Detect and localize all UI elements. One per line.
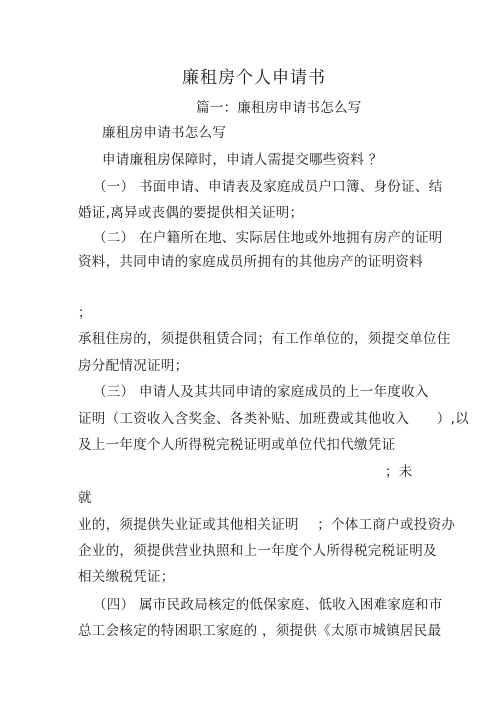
body-line: 申请廉租房保障时，申请人需提交哪些资料 ？ [102,152,383,168]
body-line: 企业的，须提供营业执照和上一年度个人所得税完税证明及 [78,543,437,559]
body-line: 证明（工资收入含奖金、各类补贴、加班费或其他收入 ）,以 [78,411,469,427]
body-line: （二） 在户籍所在地、实际居住地或外地拥有房产的证明 [93,230,443,246]
body-line: （一） 书面申请、申请表及家庭成员户口簿、身份证、结 [93,179,443,195]
body-line: 及上一年度个人所得税完税证明或单位代扣代缴凭证 [78,437,396,453]
body-line: （三） 申请人及其共同申请的家庭成员的上一年度收入 [93,384,429,400]
body-line: 廉租房申请书怎么写 [102,125,227,141]
body-line: 房分配情况证明； [78,358,189,374]
body-line: 婚证,离异或丧偶的要提供相关证明； [78,205,304,221]
body-line: ； [78,305,92,321]
body-line: 就 [78,490,92,506]
body-line: ；未 [385,464,413,480]
body-line: 资料，共同申请的家庭成员所拥有的其他房产的证明资料 [78,254,423,270]
document-title: 廉租房个人申请书 [182,68,326,88]
body-line: 承租住房的，须提供租赁合同；有工作单位的，须提交单位住 [78,331,451,347]
body-line: 相关缴税凭证； [78,569,175,585]
document-subtitle: 篇一：廉租房申请书怎么写 [196,100,362,116]
body-line: 业的，须提供失业证或其他相关证明 ；个体工商户或投资办 [78,517,456,533]
body-line: 总工会核定的特困职工家庭的 ，须提供《太原市城镇居民最 [78,623,442,639]
body-line: （四） 属市民政局核定的低保家庭、低收入困难家庭和市 [93,597,443,613]
